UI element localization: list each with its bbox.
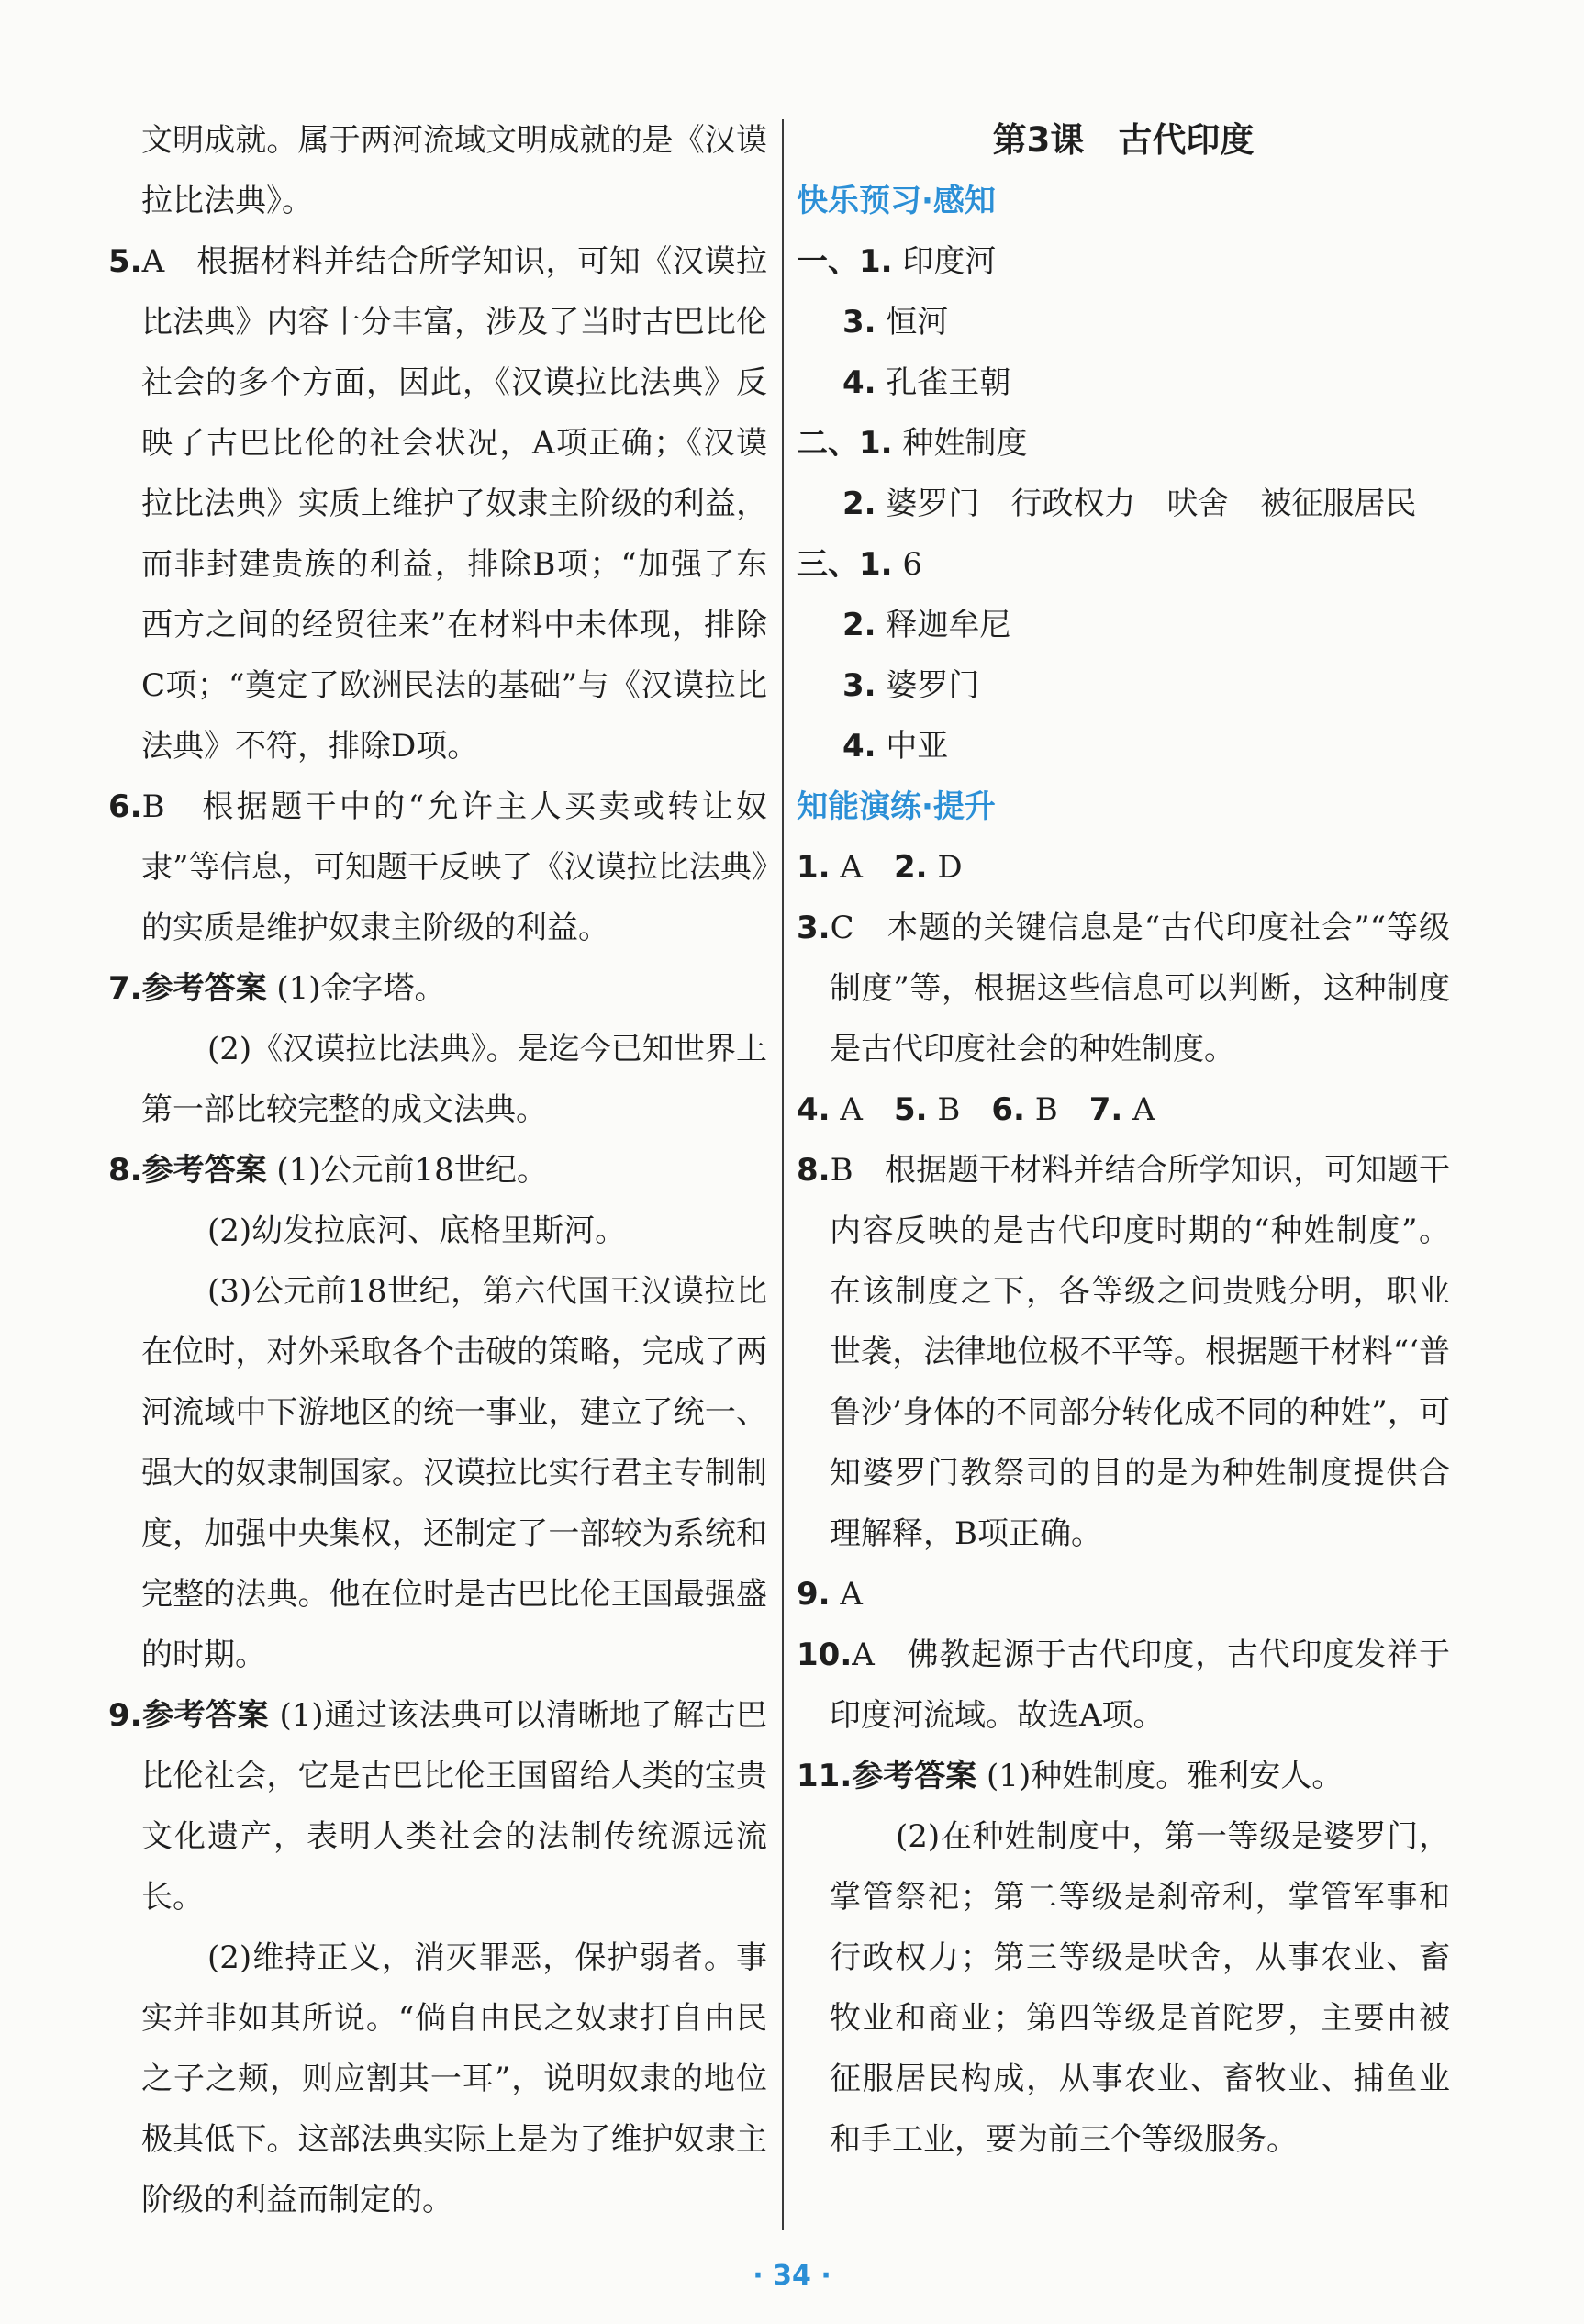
item-answer: 恒河 — [886, 304, 949, 341]
item-answer: A — [840, 1091, 863, 1128]
item-number: 4. — [842, 728, 876, 765]
item-answer: 孔雀王朝 — [886, 364, 1011, 401]
answer-number: 5. — [108, 243, 142, 280]
reference-answer-label: 参考答案 — [852, 1758, 977, 1794]
left-column — [108, 110, 767, 2230]
answer-10 — [797, 1625, 1450, 1746]
answers-1-2 — [797, 837, 1450, 898]
item-number: 3. — [842, 667, 876, 704]
item-answer: 6 — [902, 546, 923, 583]
part-three-item — [797, 716, 1450, 777]
item-number: 6. — [991, 1091, 1025, 1128]
item-answer: A — [1132, 1091, 1155, 1128]
right-column — [797, 110, 1450, 2170]
reference-answer-label: 参考答案 — [141, 1697, 270, 1734]
answer-number: 9. — [108, 1697, 142, 1734]
item-answer: 婆罗门 行政权力 吠舍 被征服居民 — [886, 486, 1417, 522]
answers-4-7 — [797, 1079, 1450, 1140]
answer-text: B 根据题干中的“允许主人买卖或转让奴隶”等信息，可知题干反映了《汉谟拉比法典》的实质是维护奴隶主阶级的利益。 — [141, 788, 767, 946]
answer-number: 8. — [797, 1152, 831, 1189]
answer-part: (2)《汉谟拉比法典》。是迄今已知世界上第一部比较完整的成文法典。 — [141, 1031, 767, 1128]
lesson-title: 第3课 古代印度 — [992, 120, 1255, 160]
answer-text: A 佛教起源于古代印度，古代印度发祥于印度河流域。故选A项。 — [830, 1637, 1450, 1734]
column-divider — [782, 119, 784, 2230]
answer-text: A — [840, 1576, 863, 1613]
item-answer: 释迦牟尼 — [886, 607, 1011, 643]
answer-8 — [108, 1140, 767, 1201]
item-number: 2. — [842, 486, 876, 522]
item-number: 7. — [1088, 1091, 1123, 1128]
answer-part: (3)公元前18世纪，第六代国王汉谟拉比在位时，对外采取各个击破的策略，完成了两河流域中下游地区的统一事业，建立了统一、强大的奴隶制国家。汉谟拉比实行君主专制制度，加强中央集权，还制定了一部较为系统和完整的法典。他在位时是古巴比伦王国最强盛的时期。 — [141, 1273, 767, 1673]
item-number: 5. — [893, 1091, 928, 1128]
section-heading-practice: 知能演练·提升 — [797, 788, 996, 825]
item-answer: D — [937, 849, 963, 886]
answer-text: C 本题的关键信息是“古代印度社会”“等级制度”等，根据这些信息可以判断，这种制度是古代印度社会的种姓制度。 — [830, 910, 1450, 1067]
item-answer: A — [840, 849, 863, 886]
item-answer: 中亚 — [886, 728, 949, 765]
answer-7 — [108, 958, 767, 1019]
answer-8 — [797, 1140, 1450, 1564]
item-number: 4. — [797, 1091, 831, 1128]
item-answer: 印度河 — [902, 243, 997, 280]
answer-number: 11. — [797, 1758, 853, 1794]
answer-number: 8. — [108, 1152, 142, 1189]
answer-part: (2)幼发拉底河、底格里斯河。 — [207, 1212, 627, 1249]
answer-number: 10. — [797, 1637, 853, 1673]
answer-part: (1)金字塔。 — [276, 970, 446, 1007]
answer-6 — [108, 777, 767, 958]
reference-answer-label: 参考答案 — [141, 1152, 267, 1189]
part-one-item — [797, 292, 1450, 352]
answer-part: (1)公元前18世纪。 — [276, 1152, 548, 1189]
part-three-item — [797, 595, 1450, 655]
item-answer: B — [1034, 1091, 1058, 1128]
item-number: 1. — [797, 849, 831, 886]
item-number: 2. — [893, 849, 928, 886]
item-number: 3. — [842, 304, 876, 341]
answer-number: 3. — [797, 910, 831, 946]
answer-part: (2)在种姓制度中，第一等级是婆罗门，掌管祭祀；第二等级是刹帝利，掌管军事和行政权力；第三等级是吠舍，从事农业、畜牧业和商业；第四等级是首陀罗，主要由被征服居民构成，从事农业、畜牧业、捕鱼业和手工业，要为前三个等级服务。 — [830, 1818, 1450, 2158]
answer-text: B 根据题干材料并结合所学知识，可知题干内容反映的是古代印度时期的“种姓制度”。在该制度之下，各等级之间贵贱分明，职业世袭，法律地位极不平等。根据题干材料“‘普鲁沙’身体的不同部分转化成不同的种姓”，可知婆罗门教祭司的目的是为种姓制度提供合理解释，B项正确。 — [830, 1152, 1450, 1552]
part-three-item — [797, 655, 1450, 716]
part-one-item — [797, 352, 1450, 413]
item-answer: 种姓制度 — [902, 425, 1028, 462]
item-number: 4. — [842, 364, 876, 401]
item-answer: B — [937, 1091, 961, 1128]
part-two-item — [797, 413, 1450, 474]
answer-9 — [108, 1685, 767, 1927]
item-number: 二、1. — [797, 425, 893, 462]
answer-part: (1)通过该法典可以清晰地了解古巴比伦社会，它是古巴比伦王国留给人类的宝贵文化遗产，表明人类社会的法制传统源远流长。 — [141, 1697, 767, 1916]
item-number: 三、1. — [797, 546, 893, 583]
answer-number: 9. — [797, 1576, 831, 1613]
item-answer: 婆罗门 — [886, 667, 980, 704]
answer-number: 7. — [108, 970, 142, 1007]
part-one-item — [797, 231, 1450, 292]
answer-text: A 根据材料并结合所学知识，可知《汉谟拉比法典》内容十分丰富，涉及了当时古巴比伦社会的多个方面，因此，《汉谟拉比法典》反映了古巴比伦的社会状况，A项正确；《汉谟拉比法典》实质上维护了奴隶主阶级的利益，而非封建贵族的利益，排除B项；“加强了东西方之间的经贸往来”在材料中未体现，排除C项；“奠定了欧洲民法的基础”与《汉谟拉比法典》不符，排除D项。 — [141, 243, 767, 765]
reference-answer-label: 参考答案 — [141, 970, 267, 1007]
continued-text: 文明成就。属于两河流域文明成就的是《汉谟拉比法典》。 — [141, 122, 767, 219]
item-number: 2. — [842, 607, 876, 643]
item-number: 一、1. — [797, 243, 893, 280]
answer-11 — [797, 1746, 1450, 1806]
page-number: · 34 · — [753, 2260, 831, 2292]
answer-part: (1)种姓制度。雅利安人。 — [987, 1758, 1344, 1794]
answer-number: 6. — [108, 788, 142, 825]
answer-3 — [797, 898, 1450, 1079]
answer-9 — [797, 1564, 1450, 1625]
answer-part: (2)维持正义，消灭罪恶，保护弱者。事实并非如其所说。“倘自由民之奴隶打自由民之子之颊，则应割其一耳”，说明奴隶的地位极其低下。这部法典实际上是为了维护奴隶主阶级的利益而制定的。 — [141, 1939, 767, 2218]
answer-5 — [108, 231, 767, 777]
part-two-item — [797, 474, 1450, 534]
section-heading-preview: 快乐预习·感知 — [797, 183, 996, 219]
part-three-item — [797, 534, 1450, 595]
